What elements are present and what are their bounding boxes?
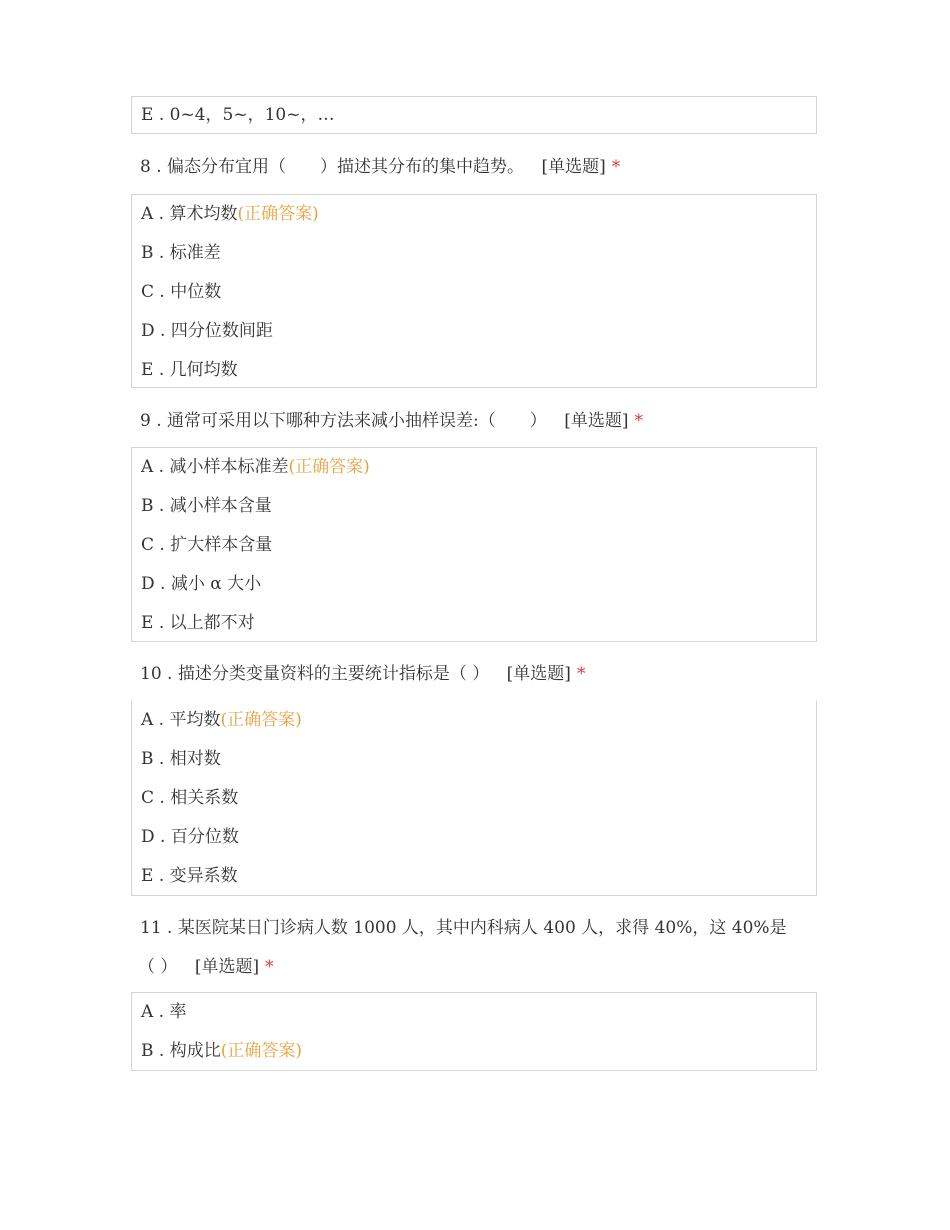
option-letter: D <box>141 827 155 847</box>
question-text-continued: （ ） <box>138 957 178 977</box>
option-text: 减小 α 大小 <box>170 574 262 594</box>
q10-option-c[interactable]: C . 相关系数 <box>141 788 239 808</box>
option-text: 四分位数间距 <box>170 321 273 341</box>
question-number: 11 <box>140 918 162 938</box>
option-letter: D <box>141 321 155 341</box>
question-number: 8 <box>140 157 151 177</box>
question-type: [单选题] <box>506 664 571 684</box>
q8-title: 8 . 偏态分布宜用（ ）描述其分布的集中趋势。 [单选题] * <box>140 157 621 177</box>
option-letter: B <box>141 749 154 769</box>
option-text: 算术均数 <box>169 204 238 224</box>
q10-option-a[interactable]: A . 平均数(正确答案) <box>141 710 302 730</box>
option-letter: A <box>141 710 154 730</box>
option-letter: C <box>141 788 155 808</box>
option-text: 中位数 <box>170 282 222 302</box>
q11-option-a[interactable]: A . 率 <box>141 1002 187 1022</box>
option-text: 0~4，5~，10~，… <box>169 105 335 125</box>
option-text: 减小样本标准差 <box>169 457 289 477</box>
option-letter: A <box>141 457 154 477</box>
option-text: 标准差 <box>169 243 221 263</box>
question-type: [单选题] <box>564 411 629 431</box>
question-text: 通常可采用以下哪种方法来减小抽样误差:（ ） <box>167 411 547 431</box>
q8-option-e[interactable]: E . 几何均数 <box>141 360 238 380</box>
option-text: 平均数 <box>169 710 221 730</box>
q9-option-c[interactable]: C . 扩大样本含量 <box>141 535 273 555</box>
option-letter: B <box>141 243 154 263</box>
question-text: 偏态分布宜用（ ）描述其分布的集中趋势。 <box>167 157 525 177</box>
question-text: 某医院某日门诊病人数 1000 人，其中内科病人 400 人，求得 40%，这 40%是 <box>177 918 787 938</box>
required-marker: * <box>634 411 643 431</box>
option-letter: B <box>141 1041 154 1061</box>
option-text: 几何均数 <box>169 360 238 380</box>
q11-option-b[interactable]: B . 构成比(正确答案) <box>141 1041 302 1061</box>
question-number: 9 <box>140 411 151 431</box>
q8-option-c[interactable]: C . 中位数 <box>141 282 222 302</box>
option-letter: E <box>141 105 154 125</box>
option-letter: C <box>141 535 155 555</box>
option-text: 相关系数 <box>170 788 239 808</box>
q9-options-box <box>131 447 817 642</box>
question-number: 10 <box>140 664 162 684</box>
correct-answer-mark: (正确答案) <box>288 457 370 477</box>
correct-answer-mark: (正确答案) <box>220 1041 302 1061</box>
option-text: 减小样本含量 <box>169 496 272 516</box>
option-letter: D <box>141 574 155 594</box>
required-marker: * <box>265 957 274 977</box>
option-letter: B <box>141 496 154 516</box>
option-text: 以上都不对 <box>169 613 255 633</box>
question-type: [单选题] <box>194 957 260 977</box>
q7-options-box <box>131 96 817 134</box>
q10-title: 10 . 描述分类变量资料的主要统计指标是（ ） [单选题] * <box>140 664 586 684</box>
q11-title-line1: 11 . 某医院某日门诊病人数 1000 人，其中内科病人 400 人，求得 40%，这 40%是 <box>140 918 787 938</box>
q9-option-b[interactable]: B . 减小样本含量 <box>141 496 272 516</box>
q10-option-b[interactable]: B . 相对数 <box>141 749 221 769</box>
question-type: [单选题] <box>541 157 606 177</box>
option-letter: A <box>141 1002 154 1022</box>
required-marker: * <box>611 157 621 177</box>
option-letter: E <box>141 866 154 886</box>
correct-answer-mark: (正确答案) <box>220 710 302 730</box>
option-text: 百分位数 <box>170 827 239 847</box>
option-text: 变异系数 <box>169 866 238 886</box>
option-text: 率 <box>169 1002 187 1022</box>
q10-options-box <box>131 700 817 896</box>
option-letter: C <box>141 282 155 302</box>
q9-option-d[interactable]: D . 减小 α 大小 <box>141 574 262 594</box>
q9-option-e[interactable]: E . 以上都不对 <box>141 613 255 633</box>
question-text: 描述分类变量资料的主要统计指标是（ ） <box>177 664 490 684</box>
option-letter: E <box>141 360 154 380</box>
correct-answer-mark: (正确答案) <box>237 204 319 224</box>
option-text: 构成比 <box>169 1041 221 1061</box>
q8-option-a[interactable]: A . 算术均数(正确答案) <box>141 204 319 224</box>
q10-option-d[interactable]: D . 百分位数 <box>141 827 239 847</box>
q11-options-box <box>131 992 817 1071</box>
q9-option-a[interactable]: A . 减小样本标准差(正确答案) <box>141 457 370 477</box>
option-letter: A <box>141 204 154 224</box>
q9-title: 9 . 通常可采用以下哪种方法来减小抽样误差:（ ） [单选题] * <box>140 411 643 431</box>
required-marker: * <box>576 664 586 684</box>
option-text: 扩大样本含量 <box>170 535 273 555</box>
option-letter: E <box>141 613 154 633</box>
option-text: 相对数 <box>169 749 221 769</box>
q8-option-b[interactable]: B . 标准差 <box>141 243 221 263</box>
q7-option-e[interactable]: E . 0~4，5~，10~，… <box>141 105 335 125</box>
q11-title-line2 <box>138 948 274 987</box>
q8-option-d[interactable]: D . 四分位数间距 <box>141 321 273 341</box>
q8-options-box <box>131 194 817 388</box>
q10-option-e[interactable]: E . 变异系数 <box>141 866 238 886</box>
